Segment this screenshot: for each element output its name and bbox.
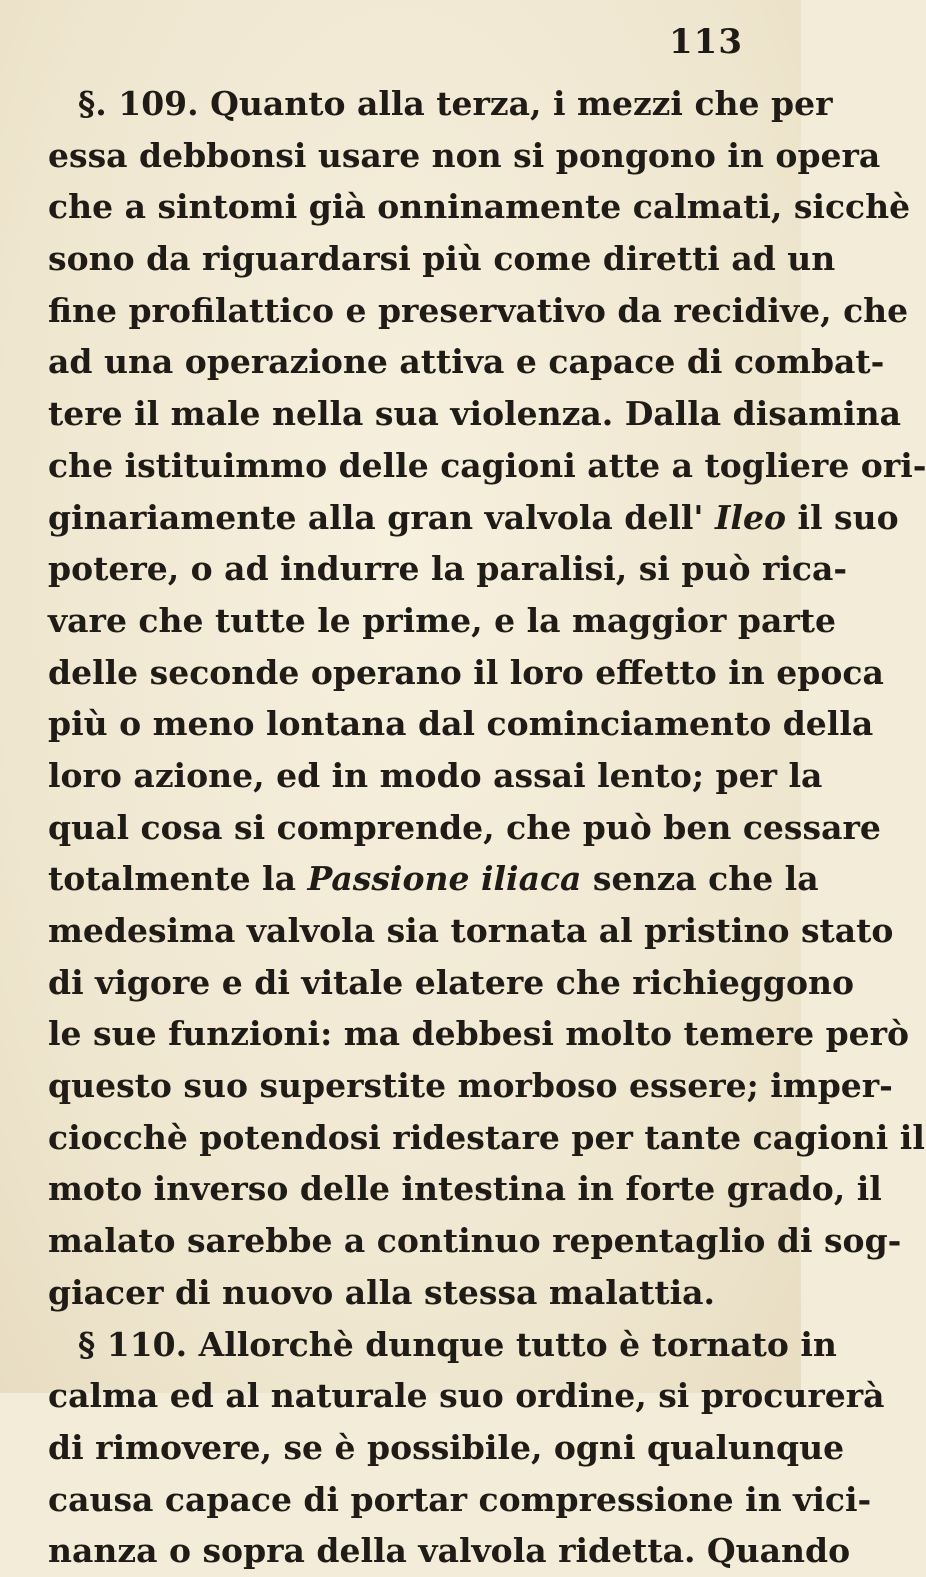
text-line: di vigore e di vitale elatere che richieggono: [48, 962, 855, 1002]
text-fragment: ginariamente alla gran valvola dell': [48, 497, 715, 537]
text-line: qual cosa si comprende, che può ben cessare: [48, 807, 881, 847]
text-line: vare che tutte le prime, e la maggior parte: [48, 600, 836, 640]
text-line: [48, 853, 819, 905]
text-line: sono da riguardarsi più come diretti ad un: [48, 239, 836, 279]
text-line: medesima valvola sia tornata al pristino stato: [48, 911, 894, 950]
text-line: [48, 492, 899, 544]
italic-term: Passione iliaca: [307, 859, 582, 899]
text-fragment: senza che la: [581, 859, 819, 899]
text-body: [48, 78, 926, 1577]
text-line: nanza o sopra della valvola ridetta. Quando: [48, 1531, 851, 1571]
text-line: §. 109. Quanto alla terza, i mezzi che per: [78, 84, 833, 123]
text-line: loro azione, ed in modo assai lento; per la: [48, 755, 823, 795]
text-line: più o meno lontana dal cominciamento della: [48, 704, 874, 744]
paragraph-109: [48, 78, 926, 1319]
text-line: tere il male nella sua violenza. Dalla disamina: [48, 394, 902, 434]
paragraph-110: [48, 1319, 885, 1577]
text-line: che a sintomi già onninamente calmati, sicchè: [48, 187, 911, 227]
text-line: di rimovere, se è possibile, ogni qualunque: [48, 1427, 845, 1467]
text-line: le sue funzioni: ma debbesi molto temere però: [48, 1014, 910, 1054]
text-line: fine profilattico e preservativo da recidive, che: [48, 290, 909, 330]
text-line: calma ed al naturale suo ordine, si procurerà: [48, 1376, 885, 1416]
text-line: questo suo superstite morboso essere; imper-: [48, 1066, 893, 1106]
text-line: ad una operazione attiva e capace di combat-: [48, 342, 885, 382]
text-line: giacer di nuovo alla stessa malattia.: [48, 1272, 716, 1312]
text-fragment: il suo: [785, 497, 899, 537]
text-line: che istituimmo delle cagioni atte a togliere ori-: [48, 445, 926, 485]
text-fragment: totalmente la: [48, 859, 308, 899]
text-line: potere, o ad indurre la paralisi, si può rica-: [48, 549, 848, 589]
text-line: § 110. Allorchè dunque tutto è tornato in: [78, 1324, 837, 1364]
text-line: delle seconde operano il loro effetto in epoca: [48, 652, 884, 692]
italic-term: Ileo: [715, 497, 786, 537]
text-line: causa capace di portar compressione in vici-: [48, 1479, 872, 1519]
text-line: malato sarebbe a continuo repentaglio di sog-: [48, 1221, 902, 1261]
text-line: ciocchè potendosi ridestare per tante cagioni il: [48, 1117, 925, 1157]
page-number: 113: [669, 22, 743, 62]
text-line: essa debbonsi usare non si pongono in opera: [48, 135, 881, 175]
text-line: moto inverso delle intestina in forte grado, il: [48, 1169, 882, 1209]
